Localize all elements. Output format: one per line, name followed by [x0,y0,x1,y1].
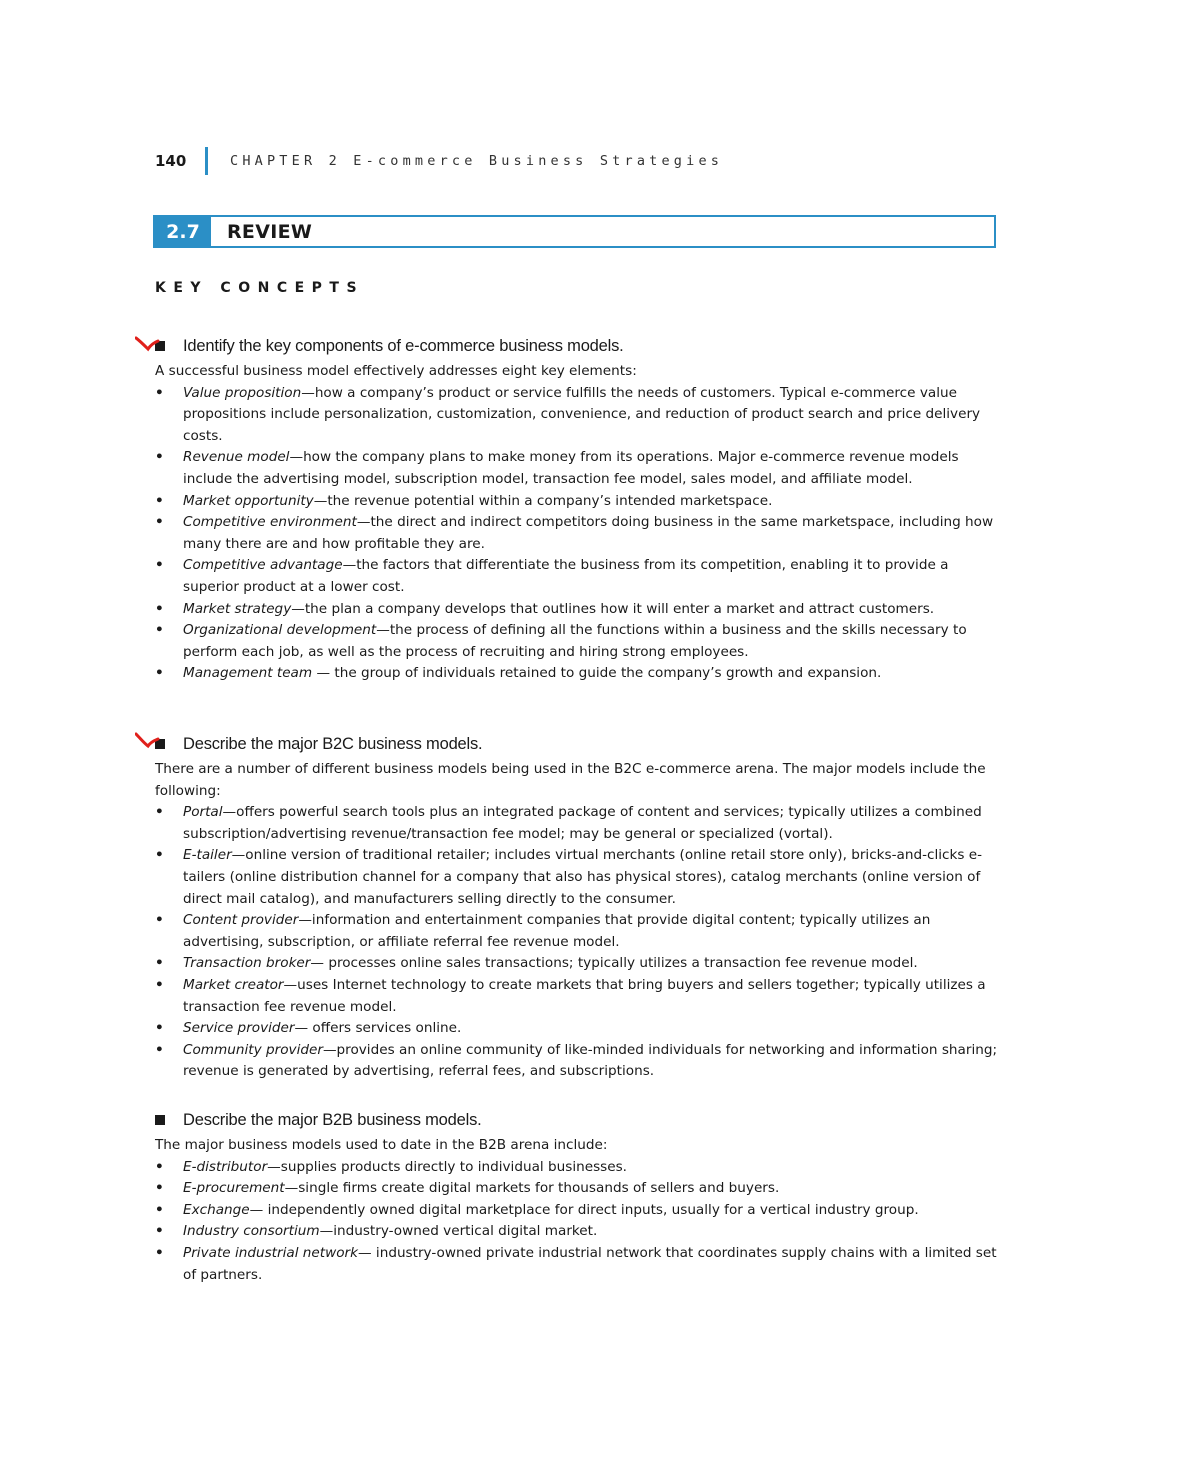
list-item [155,1243,1000,1286]
term-separator: — [222,804,237,821]
objective-heading [155,731,1000,757]
bullet-icon: • [155,492,164,509]
bullet-icon: • [155,600,164,617]
definition: the direct and indirect competitors doing business in the same marketspace, including how many there are and how profitable they are. [183,514,994,552]
objective-heading [155,333,1000,359]
list-item [155,953,1000,975]
term-separator: — [291,600,305,617]
term: Private industrial network [183,1244,358,1261]
list-item [155,975,1000,1018]
term: Competitive advantage [183,557,343,574]
list-item [155,1178,1000,1200]
bullet-icon: • [155,1158,164,1175]
definition: independently owned digital marketplace for direct inputs, usually for a vertical industry group. [267,1201,919,1218]
term: Exchange [183,1201,250,1218]
header-divider [205,147,208,175]
objective-block [155,333,1000,685]
objective-intro: A successful business model effectively addresses eight key elements: [155,363,637,379]
concept-list [155,1157,1000,1287]
term-separator: — [376,622,390,639]
term-separator: — [342,557,357,574]
list-item [155,1040,1000,1083]
objective-heading-text: Identify the key components of e-commerce business models. [183,336,624,355]
definition: the group of individuals retained to guide the company’s growth and expansion. [334,665,882,682]
bullet-icon: • [155,449,164,466]
definition: how a company’s product or service fulfills the needs of customers. Typical e-commerce value propositions include personalization, customization, convenience, and reduction of product search and price delivery costs. [183,384,981,444]
definition: industry-owned vertical digital market. [333,1223,598,1240]
objective-heading-text: Describe the major B2C business models. [183,734,483,753]
term-separator: — [319,1223,334,1240]
term: Market creator [183,976,284,993]
definition: processes online sales transactions; typically utilizes a transaction fee revenue model. [328,955,918,972]
list-item [155,1200,1000,1222]
term-separator: — [298,912,312,929]
list-item [155,845,1000,910]
term-separator: — [267,1158,281,1175]
term-separator: — [249,1201,268,1218]
bullet-icon: • [155,847,164,864]
term-separator: — [310,955,329,972]
definition: provides an online community of like-minded individuals for networking and information sharing; revenue is generated by advertising, referral fees, and subscriptions. [183,1041,998,1080]
term: Content provider [183,912,299,929]
square-bullet-icon [155,1115,165,1125]
section-banner [153,215,996,248]
definition: supplies products directly to individual businesses. [280,1158,628,1175]
term-separator: — [284,1180,299,1197]
term-separator: — [358,1244,376,1261]
list-item [155,599,1000,621]
list-item [155,491,1000,513]
bullet-icon: • [155,976,164,993]
list-item [155,555,1000,598]
term-separator: — [283,976,298,993]
list-item [155,447,1000,490]
term: Industry consortium [183,1223,320,1240]
definition: single firms create digital markets for thousands of sellers and buyers. [298,1180,780,1197]
bullet-icon: • [155,1041,164,1058]
definition: uses Internet technology to create markets that bring buyers and sellers together; typically utilizes a transaction fee revenue model. [183,976,986,1015]
definition: the factors that differentiate the business from its competition, enabling it to provide a superior product at a lower cost. [183,557,949,595]
list-item [155,512,1000,555]
bullet-icon: • [155,514,164,531]
objective-heading [155,1107,1000,1133]
bullet-icon: • [155,1201,164,1218]
bullet-icon: • [155,804,164,821]
bullet-icon: • [155,955,164,972]
definition: the plan a company develops that outlines how it will enter a market and attract customers. [304,600,935,617]
definition: how the company plans to make money from its operations. Major e-commerce revenue models include the advertising model, subscription model, transaction fee model, sales model, and affiliate model. [183,449,959,487]
term: E-distributor [183,1158,268,1175]
bullet-icon: • [155,1180,164,1197]
objective-intro: The major business models used to date in the B2B arena include: [155,1137,608,1153]
objective-heading-text: Describe the major B2B business models. [183,1110,482,1129]
term-separator: — [313,492,328,509]
section-number: 2.7 [155,217,211,246]
definition: online version of traditional retailer; includes virtual merchants (online retail store only), bricks-and-clicks e-tailers (online distribution channel for a company that also has physical stores), catalog merchants (online version of direct mail catalog), and manufacturers selling directly to the consumer. [183,847,983,907]
bullet-icon: • [155,557,164,574]
list-item [155,620,1000,663]
list-item [155,802,1000,845]
definition: offers powerful search tools plus an integrated package of content and services; typically utilizes a combined subscription/advertising revenue/transaction fee model; may be general or specialized (vortal). [183,804,982,842]
definition: the process of defining all the functions within a business and the skills necessary to perform each job, as well as the process of recruiting and hiring strong employees. [183,622,967,660]
term: E-procurement [183,1180,285,1197]
bullet-icon: • [155,665,164,682]
bullet-icon: • [155,1223,164,1240]
definition: the revenue potential within a company’s intended marketspace. [327,492,773,509]
term: Value proposition [183,384,302,401]
term-separator: — [322,1041,337,1058]
bullet-icon: • [155,1244,164,1261]
term-separator: — [301,384,315,401]
term: Management team [183,665,313,682]
red-check-mark-icon [135,731,161,753]
red-check-mark-icon [135,333,161,355]
bullet-icon: • [155,912,164,929]
term-separator: — [289,449,304,466]
term: E-tailer [183,847,232,864]
list-item [155,1018,1000,1040]
bullet-icon: • [155,622,164,639]
page-number: 140 [155,152,187,170]
running-head [155,146,723,176]
definition: information and entertainment companies that provide digital content; typically utilizes an advertising, subscription, or affiliate referral fee revenue model. [183,912,931,950]
objective-block [155,731,1000,1083]
definition: offers services online. [312,1020,462,1037]
term: Competitive environment [183,514,357,531]
objective-block [155,1107,1000,1286]
chapter-title: CHAPTER 2 E-commerce Business Strategies [230,153,724,169]
section-title: REVIEW [227,220,313,243]
term: Market strategy [183,600,292,617]
term: Organizational development [183,622,377,639]
list-item [155,663,1000,685]
objective-intro: There are a number of different business models being used in the B2C e-commerce arena. The major models include the following: [155,761,986,799]
term: Community provider [183,1041,323,1058]
term-separator: — [294,1020,313,1037]
term: Service provider [183,1020,295,1037]
definition: industry-owned private industrial network that coordinates supply chains with a limited set of partners. [183,1244,997,1283]
concept-list [155,802,1000,1083]
term: Market opportunity [183,492,314,509]
term: Transaction broker [183,955,311,972]
term-separator: — [231,847,246,864]
term: Revenue model [183,449,290,466]
key-concepts-heading: KEY CONCEPTS [155,280,365,296]
term-separator: — [356,514,371,531]
term: Portal [183,804,223,821]
concept-list [155,383,1000,685]
list-item [155,1157,1000,1179]
list-item [155,910,1000,953]
list-item [155,383,1000,448]
bullet-icon: • [155,1020,164,1037]
term-separator: — [312,665,335,682]
bullet-icon: • [155,384,164,401]
list-item [155,1221,1000,1243]
